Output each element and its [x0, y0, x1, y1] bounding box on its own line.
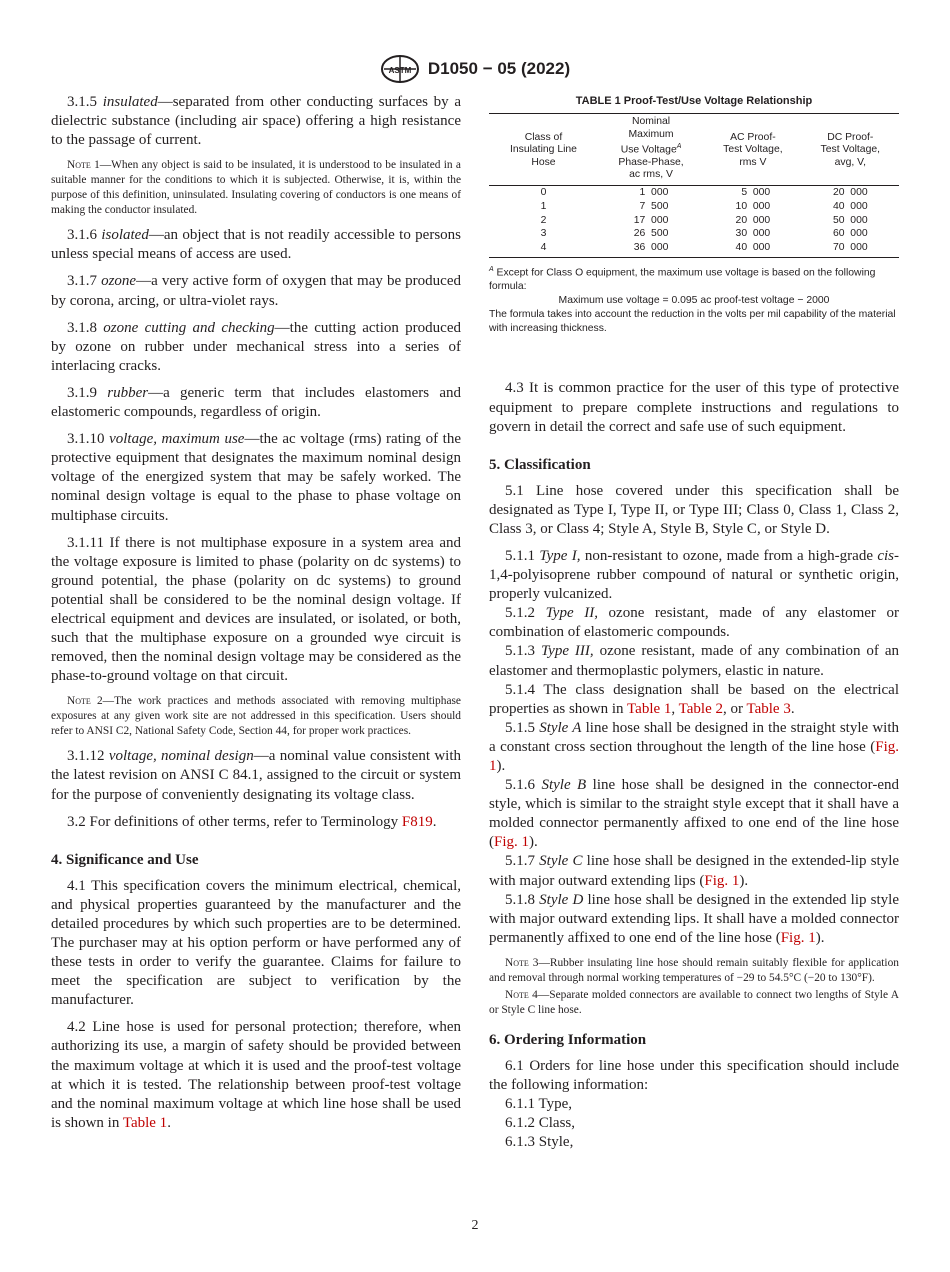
link-table-3[interactable]: Table 3	[746, 700, 791, 717]
para-6-1-2: 6.1.2 Class,	[505, 1115, 576, 1132]
astm-logo-icon	[380, 54, 420, 84]
header-ac: AC Proof- Test Voltage, rms V	[723, 131, 783, 168]
para-3-1-7: 3.1.7 ozone—a very active form of oxygen that may be produced by corona, arcing, or ultra-violet rays.	[51, 273, 461, 309]
left-column	[51, 93, 461, 1141]
para-6-1: 6.1 Orders for line hose under this specification should include the following information:	[489, 1057, 899, 1094]
link-table-2[interactable]: Table 2	[678, 700, 723, 717]
link-table-1[interactable]: Table 1	[122, 1114, 168, 1131]
para-5-1-4: 5.1.4 The class designation shall be based on the electrical properties as shown in Table 1, Table 2, or Table 3.	[489, 681, 899, 717]
link-f819[interactable]: F819	[401, 813, 433, 830]
section-6-heading: 6. Ordering Information	[489, 1031, 647, 1048]
para-6-1-3: 6.1.3 Style,	[505, 1134, 574, 1151]
para-4-1: 4.1 This specification covers the minimum electrical, chemical, and physical properties guaranteed by the manufacturer and the detailed procedures by which such properties are to be determined. The purchaser may at his option perform or have performed any of these tests in order to verify the guarantee. Claims for failure to meet the specification are subject to verification by the manufacturer.	[51, 877, 461, 1009]
table-header-row	[489, 114, 899, 186]
table-1-footnotes	[489, 263, 899, 335]
link-table-1[interactable]: Table 1	[627, 700, 672, 717]
para-3-1-6: 3.1.6 isolated—an object that is not readily accessible to persons unless special means of access are used.	[51, 227, 461, 263]
svg-text:ASTM: ASTM	[388, 66, 412, 75]
para-5-1-2: 5.1.2 Type II, ozone resistant, made of any elastomer or combination of elastomeric compounds.	[489, 605, 899, 641]
table-row: 1 7 500 10 000 40 000	[540, 200, 868, 212]
header-dc: DC Proof- Test Voltage, avg, V,	[820, 131, 881, 168]
para-5-1-7: 5.1.7 Style C line hose shall be designed in the extended-lip style with major outward extending lips (Fig. 1).	[489, 853, 900, 889]
para-5-1: 5.1 Line hose covered under this specification shall be designated as Type I, Type II, or Type III; Class 0, Class 1, Class 2, Class 3, or Class 4; Style A, Style B, Style C, or Style D.	[489, 482, 899, 537]
table-row: 3 26 500 30 000 60 000	[540, 228, 868, 240]
para-3-2: 3.2 For definitions of other terms, refer to Terminology F819.	[67, 813, 437, 830]
para-4-3: 4.3 It is common practice for the user of this type of protective equipment to prepare complete instructions and regulations to govern in detail the correct and safe use of such equipment.	[489, 380, 899, 435]
section-4-heading: 4. Significance and Use	[51, 851, 199, 868]
table-1-title: TABLE 1 Proof-Test/Use Voltage Relationship	[575, 95, 813, 107]
link-fig-1[interactable]: Fig. 1	[780, 929, 816, 946]
page-number: 2	[471, 1218, 479, 1233]
para-5-1-6: 5.1.6 Style B line hose shall be designed in the connector-end style, which is similar to the straight style except that it shall have a molded connector permanently affixed to one end of the line hose (Fig. 1).	[489, 777, 900, 851]
para-3-1-8: 3.1.8 ozone cutting and checking—the cutting action produced by ozone on rubber under mechanical stress into a series of interlacing cracks.	[51, 319, 461, 374]
link-fig-1[interactable]: Fig. 1	[494, 834, 530, 851]
table-formula: Maximum use voltage = 0.095 ac proof-test voltage − 2000	[558, 295, 830, 307]
header-nominal: Nominal Maximum Use Voltage$^A$ Phase-Phase, ac rms, V	[618, 116, 684, 181]
table-footnote-a: $^A$ Except for Class O equipment, the maximum use voltage is based on the following formula:	[489, 265, 876, 293]
link-fig-1[interactable]: Fig. 1	[704, 872, 740, 889]
link-fig-1[interactable]: Fig. 1	[489, 738, 899, 774]
table-1	[489, 113, 899, 258]
section-5-heading: 5. Classification	[489, 456, 591, 473]
table-footnote-continued: The formula takes into account the reduction in the volts per mil capability of the material with increasing thickness.	[489, 308, 896, 334]
table-row: 2 17 000 20 000 50 000	[540, 214, 868, 226]
para-3-1-10: 3.1.10 voltage, maximum use—the ac voltage (rms) rating of the protective equipment that designates the maximum nominal design voltage of the energized system that may be safely worked. The nominal design voltage is equal to the phase to phase voltage on multiphase circuits.	[51, 431, 462, 524]
document-designation: D1050 − 05 (2022)	[427, 59, 571, 78]
para-3-1-9: 3.1.9 rubber—a generic term that includes elastomers and elastomeric compounds, regardless of origin.	[51, 384, 461, 421]
para-5-1-8: 5.1.8 Style D line hose shall be designed in the extended lip style with major outward extending lips. It shall have a molded connector permanently affixed to one end of the line hose (Fig. 1).	[489, 891, 900, 946]
page-header	[0, 54, 950, 84]
para-5-1-3: 5.1.3 Type III, ozone resistant, made of any combination of an elastomer and thermoplastic polymers, elastic in nature.	[489, 643, 900, 679]
note-4: Note 4—Separate molded connectors are available to connect two lengths of Style A or Style C line hose.	[489, 988, 899, 1016]
note-2: Note 2—The work practices and methods associated with removing multiphase exposures at any given work site are not addressed in this specification. Users should refer to ANSI C2, National Safety Code, Section 44, for proper work practices.	[51, 695, 461, 738]
note-3: Note 3—Rubber insulating line hose should remain suitably flexible for application and removal through normal working temperatures of −29 to 54.5°C (−20 to 130°F).	[489, 956, 899, 984]
para-6-1-1: 6.1.1 Type,	[505, 1096, 573, 1113]
para-3-1-12: 3.1.12 voltage, nominal design—a nominal value consistent with the latest revision on ANSI C 84.1, assigned to the circuit or system for the purpose of conveniently designating its voltage class.	[51, 748, 461, 803]
para-5-1-1: 5.1.1 Type I, non-resistant to ozone, made from a high-grade cis-1,4-polyisoprene rubber compound of natural or synthetic origin, properly vulcanized.	[489, 547, 899, 603]
para-5-1-5: 5.1.5 Style A line hose shall be designed in the straight style with a constant cross section throughout the length of the line hose (Fig. 1).	[489, 719, 900, 774]
right-column	[489, 93, 899, 1152]
para-3-1-11: 3.1.11 If there is not multiphase exposure in a system area and the voltage exposure is limited to phase (polarity on dc systems) to ground potential, the phase (polarity on dc systems) to ground potential shall be considered to be the nominal design voltage. If electrical equipment and devices are insulated, or isolated, or both, such that the multiphase exposure on a grounded wye circuit is removed, then the nominal design voltage may be considered as the phase-to-ground voltage on that circuit.	[51, 534, 461, 685]
header-class: Class of Insulating Line Hose	[509, 131, 577, 168]
para-3-1-5: 3.1.5 insulated—separated from other conducting surfaces by a dielectric substance (including air space) offering a high resistance to the passage of current.	[51, 94, 462, 149]
note-1: Note 1—When any object is said to be insulated, it is understood to be insulated in a suitable manner for the conditions to which it is subjected. Otherwise, it is, within the purpose of this definition, uninsulated. Insulating covering of conductors is one means of making the conductor insulated.	[51, 159, 461, 217]
table-row: 0 1 000 5 000 20 000	[540, 186, 868, 198]
para-4-2: 4.2 Line hose is used for personal protection; therefore, when authorizing its use, a margin of safety should be provided between the maximum voltage at which it is used and the proof-test voltage at which it is tested. The relationship between proof-test voltage and the nominal maximum voltage at which line hose shall be used is shown in Table 1.	[51, 1019, 461, 1131]
table-row: 4 36 000 40 000 70 000	[540, 242, 868, 254]
